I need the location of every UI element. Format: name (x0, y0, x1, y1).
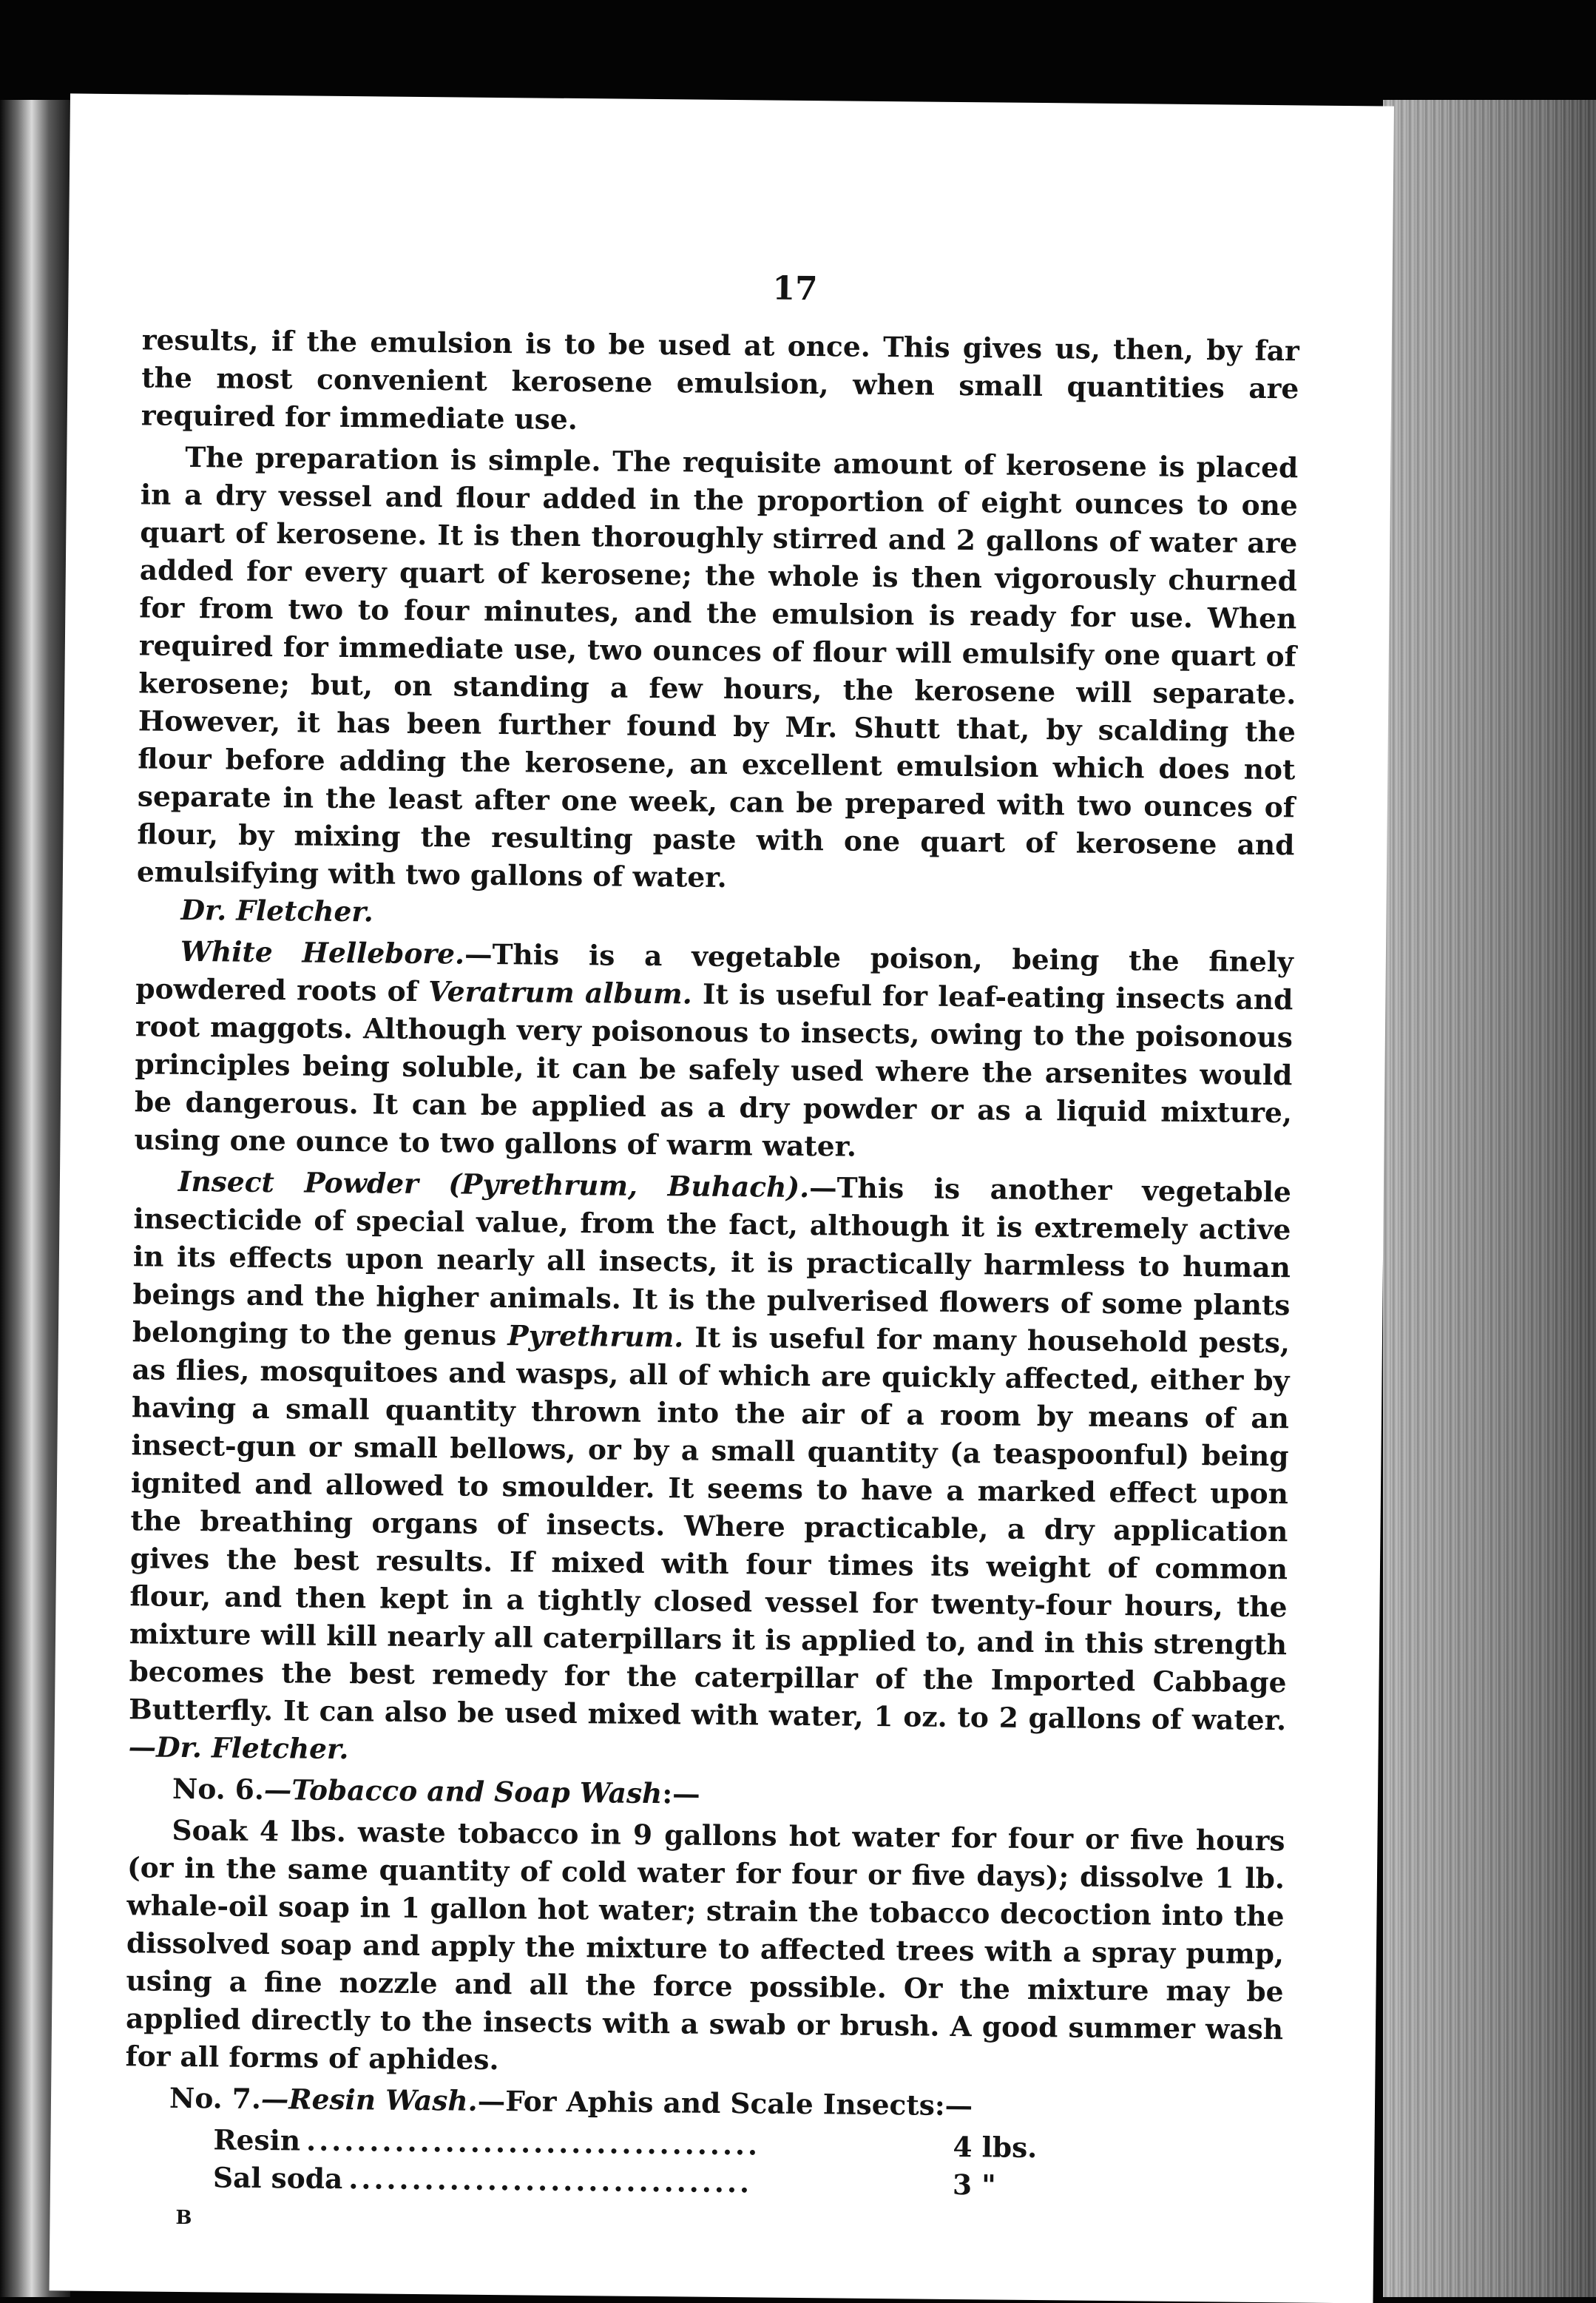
book-page (50, 93, 1394, 2303)
page-number: 17 (772, 269, 818, 308)
scan-top-border (0, 0, 1596, 100)
paragraph-continuation (141, 321, 1299, 445)
paragraph-text: results, if the emulsion is to be used at once. This gives us, then, by far the most convenient kerosene emulsion, when small quantities are required for immediate use. (141, 323, 1299, 436)
recipe-heading-no6 (128, 1770, 1285, 1818)
signature-mark: B (175, 2206, 192, 2230)
section-heading: Insect Powder (Pyrethrum, Buhach). (177, 1164, 810, 1204)
recipe-number: No. 7. (169, 2081, 262, 2116)
recipe-number: No. 6. (172, 1772, 265, 1807)
latin-name: Veratrum album. (427, 975, 692, 1011)
ingredient-qty: 3 " (952, 2168, 996, 2202)
ingredient-qty: 4 lbs. (953, 2130, 1038, 2165)
recipe-title: —Tobacco and Soap Wash (263, 1773, 663, 1810)
paragraph-white-hellebore (134, 932, 1294, 1170)
recipe-title: —Resin Wash. (260, 2083, 478, 2117)
paragraph-text-cont: It is useful for leaf-eating insects and root maggots. Although very poisonous to insects, owing to the poisonous principles being soluble, it can be safely used where the arsenites would be dangerous. It can be applied as a dry powder or as a liquid mixture, using one ounce to two gallons of warm water. (134, 977, 1294, 1163)
ingredient-name: Resin (213, 2123, 301, 2157)
paragraph-insect-powder (128, 1162, 1291, 1777)
latin-name: Pyrethrum. (507, 1319, 684, 1354)
leader-dots: .................................... (305, 2124, 761, 2162)
leader-dots: ................................ (348, 2162, 753, 2199)
recipe-suffix: :— (662, 1777, 700, 1810)
recipe-heading-no7 (125, 2079, 1282, 2128)
recipe-suffix: —For Aphis and Scale Insects:— (477, 2084, 973, 2122)
paragraph-text: —This is another vegetable insecticide of special value, from the fact, although it is extremely active in its effects upon nearly all insects, it is practically harmless to human beings and the higher animals. It is the pulverised flowers of some plants belonging to the genus (132, 1171, 1292, 1352)
paragraph-tobacco-wash (125, 1811, 1285, 2086)
scan-right-edge (1383, 100, 1596, 2297)
paragraph-preparation (136, 438, 1298, 940)
paragraph-text: —This is a vegetable poison, being the finely powdered roots of (135, 937, 1294, 1008)
paragraph-text-cont: It is useful for many household pests, as flies, mosquitoes and wasps, all of which are quickly affected, either by having a small quantity thrown into the air of a room by means of an insect-gun or small bellows, or by a small quantity (a teaspoonful) being ignited and allowed to smoulder. It seems to have a marked effect upon the breathing organs of insects. Where practicable, a dry application gives the best results. If mixed with four times its weight of common flour, and then kept in a tightly closed vessel for twenty-four hours, the mixture will kill nearly all caterpillars it is applied to, and in this strength becomes the best remedy for the caterpillar of the Imported Cabbage Butterfly. It can also be used mixed with water, 1 oz. to 2 gallons of water. (128, 1321, 1291, 1737)
attribution: —Dr. Fletcher. (128, 1730, 349, 1766)
paragraph-text: The preparation is simple. The requisite amount of kerosene is placed in a dry vessel and flour added in the proportion of eight ounces to one quart of kerosene. It is then thoroughly stirred and 2 gallons of water are added for every quart of kerosene; the whole is then vigorously churned for from two to four minutes, and the emulsion is ready for use. When required for immediate use, two ounces of flour will emulsify one quart of kerosene; but, on standing a few hours, the kerosene will separate. However, it has been further found by Mr. Shutt that, by scalding the flour before adding the kerosene, an excellent emulsion which does not separate in the least after one week, can be prepared with two ounces of flour, by mixing the resulting paste with one quart of kerosene and emulsifying with two gallons of water. (136, 440, 1299, 894)
ingredient-row (124, 2158, 1041, 2205)
page-text (124, 260, 1300, 2248)
section-heading: White Hellebore. (180, 934, 465, 971)
ingredient-name: Sal soda (212, 2161, 343, 2196)
attribution: Dr. Fletcher. (180, 893, 373, 928)
paragraph-text: Soak 4 lbs. waste tobacco in 9 gallons hot water for four or five hours (or in the same quantity of cold water for four or five days); dissolve 1 lb. whale-oil soap in 1 gallon hot water; strain the tobacco decoction into the dissolved soap and apply the mixture to affected trees with a spray pump, using a fine nozzle and all the force possible. Or the mixture may be applied directly to the insects with a swab or brush. A good summer wash for all forms of aphides. (125, 1813, 1285, 2077)
